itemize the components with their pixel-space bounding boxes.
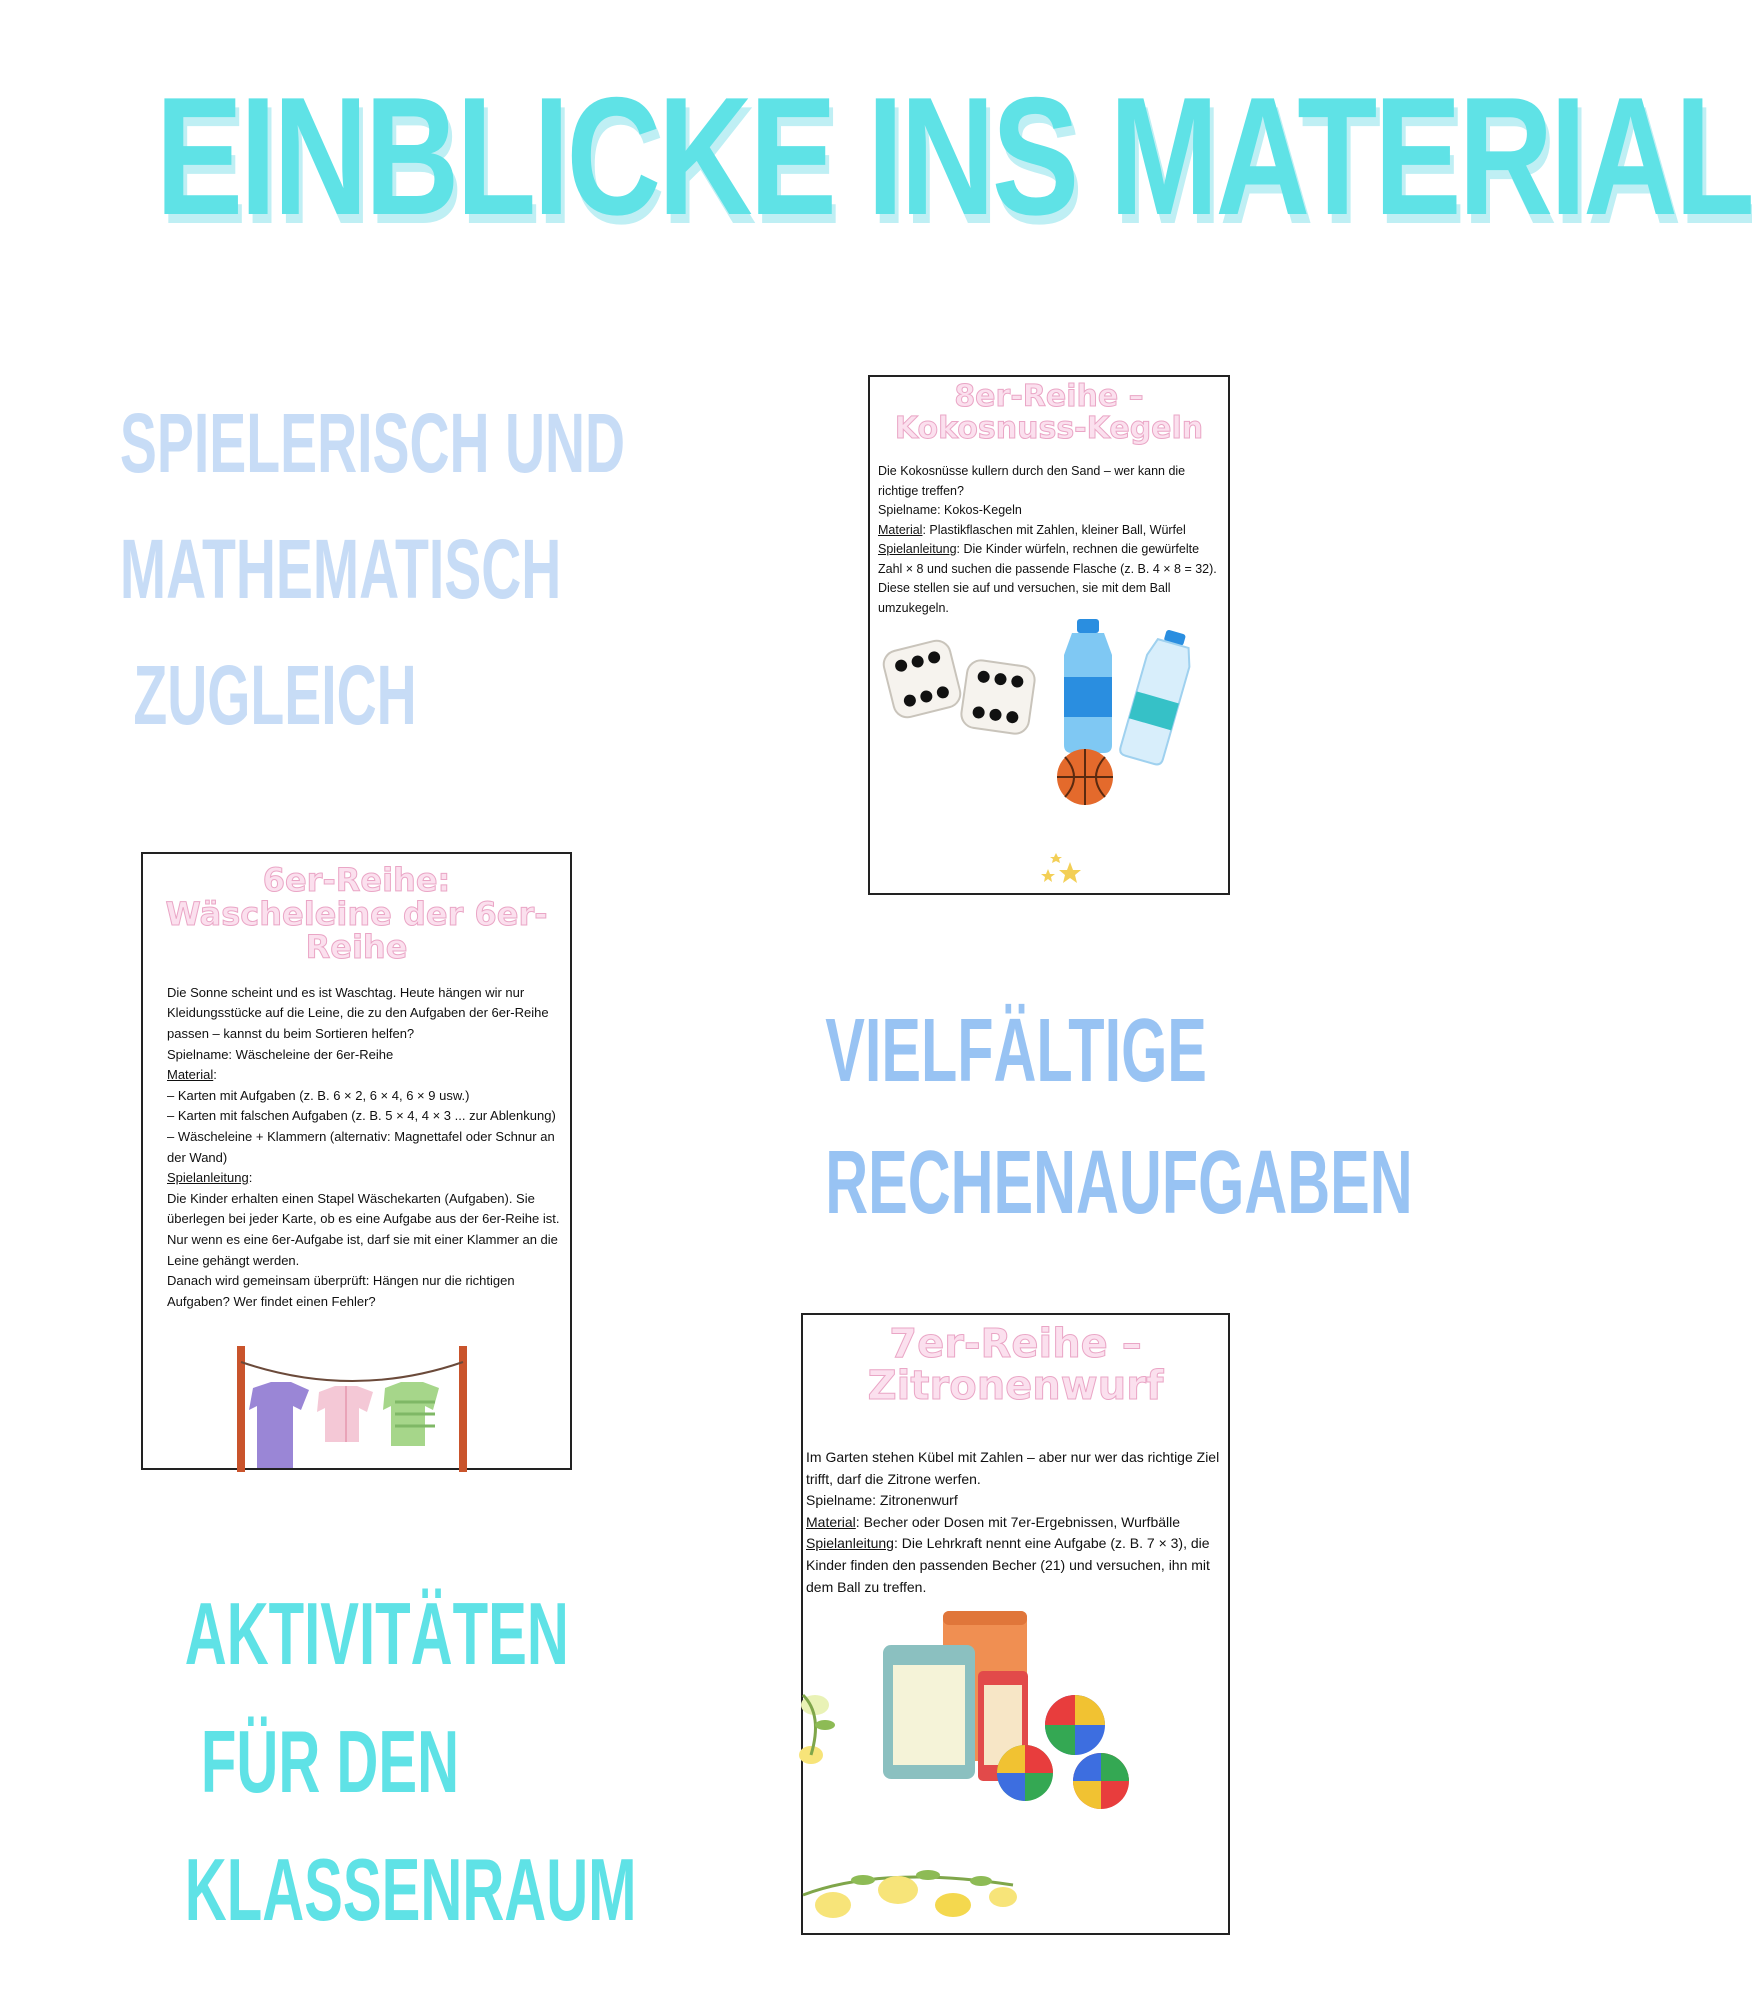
card-text (878, 462, 1222, 618)
tagline-line: RECHENAUFGABEN (825, 1133, 1413, 1233)
shirt-icon (317, 1386, 373, 1442)
card-game-name: Spielname: Zitronenwurf (806, 1492, 958, 1509)
juggling-ball-icon (997, 1745, 1053, 1801)
tagline-line: AKTIVITÄTEN (184, 1584, 569, 1683)
tagline-varied (730, 985, 1413, 1249)
card-intro: Im Garten stehen Kübel mit Zahlen – aber nur wer das richtige Ziel trifft, darf die Zitrone werfen. (806, 1449, 1220, 1487)
card-material-item: – Wäscheleine + Klammern (alternativ: Magnettafel oder Schnur an der Wand) (167, 1128, 555, 1165)
card-8er-reihe (868, 375, 1230, 895)
card-instructions: Spielanleitung: Die Lehrkraft nennt eine Aufgabe (z. B. 7 × 3), die Kinder finden den passenden Becher (21) und versuchen, ihn mit dem Ball zu treffen. (806, 1535, 1210, 1595)
dice-icon (881, 638, 963, 720)
tagline-line: KLASSENRAUM (184, 1840, 637, 1939)
card-instructions: Spielanleitung: Die Kinder würfeln, rechnen die gewürfelte Zahl × 8 und suchen die passende Flasche (z. B. 4 × 8 = 32). Diese stellen sie auf und versuchen, sie mit dem Ball umzukegeln. (878, 542, 1217, 615)
card-check: Danach wird gemeinsam überprüft: Hängen nur die richtigen Aufgaben? Wer findet einen Fehler? (167, 1273, 515, 1309)
dice-bottles-ball-illustration (870, 607, 1230, 897)
card-intro: Die Kokosnüsse kullern durch den Sand – wer kann die richtige treffen? (878, 464, 1186, 498)
tagline-line: MATHEMATISCH (119, 522, 562, 616)
card-6er-reihe (141, 852, 572, 1470)
juggling-ball-icon (1045, 1695, 1105, 1755)
shirt-icon (383, 1382, 439, 1446)
tagline-line: FÜR DEN (200, 1712, 460, 1811)
card-game-name: Spielname: Kokos-Kegeln (878, 503, 1022, 517)
bottle-icon (1119, 626, 1198, 766)
juggling-ball-icon (1073, 1753, 1129, 1809)
card-7er-reihe (801, 1313, 1230, 1935)
card-material: Material: Becher oder Dosen mit 7er-Ergebnissen, Wurfbälle (806, 1513, 1181, 1530)
card-title: 7er-Reihe – Zitronenwurf (867, 1321, 1164, 1409)
shirt-icon (249, 1382, 309, 1468)
bottle-icon (1064, 619, 1112, 753)
card-material: Material: (167, 1067, 217, 1083)
tagline-activities (110, 1570, 637, 1954)
card-title: 8er-Reihe – Kokosnuss-Kegeln (894, 379, 1204, 446)
card-game-name: Spielname: Wäscheleine der 6er-Reihe (167, 1046, 394, 1062)
cans-balls-lemons-illustration (803, 1605, 1231, 1935)
star-icon (1041, 853, 1081, 883)
card-instructions-label: Spielanleitung: (167, 1170, 253, 1186)
tagline-line: SPIELERISCH UND (119, 396, 626, 490)
card-material: Material: Plastikflaschen mit Zahlen, kleiner Ball, Würfel (878, 522, 1186, 537)
dice-icon (960, 659, 1037, 736)
can-icon (883, 1645, 975, 1779)
card-text (806, 1447, 1220, 1598)
page-title: EINBLICKE INS MATERIAL (155, 62, 1752, 250)
tagline-line: VIELFÄLTIGE (825, 1001, 1207, 1101)
card-instructions: Die Kinder erhalten einen Stapel Wäschekarten (Aufgaben). Sie überlegen bei jeder Karte, ob es eine Aufgabe aus der 6er-Reihe ist. Nur wenn es eine 6er-Aufgabe ist, darf sie mit einer Klammer an die Leine gehängt werden. (167, 1190, 560, 1268)
tagline-line: ZUGLEICH (133, 648, 417, 742)
card-text (167, 983, 560, 1313)
tagline-playful (40, 380, 626, 758)
card-material-item: – Karten mit falschen Aufgaben (z. B. 5 × 4, 4 × 3 ... zur Ablenkung) (167, 1108, 556, 1124)
clothesline-icon (223, 1340, 483, 1472)
card-title: 6er-Reihe: Wäscheleine der 6er- Reihe (165, 861, 548, 967)
basketball-icon (1057, 749, 1113, 805)
card-material-item: – Karten mit Aufgaben (z. B. 6 × 2, 6 × 4, 6 × 9 usw.) (167, 1087, 470, 1103)
card-intro: Die Sonne scheint und es ist Waschtag. Heute hängen wir nur Kleidungsstücke auf die Leine, die zu den Aufgaben der 6er-Reihe passen – kannst du beim Sortieren helfen? (167, 984, 549, 1041)
